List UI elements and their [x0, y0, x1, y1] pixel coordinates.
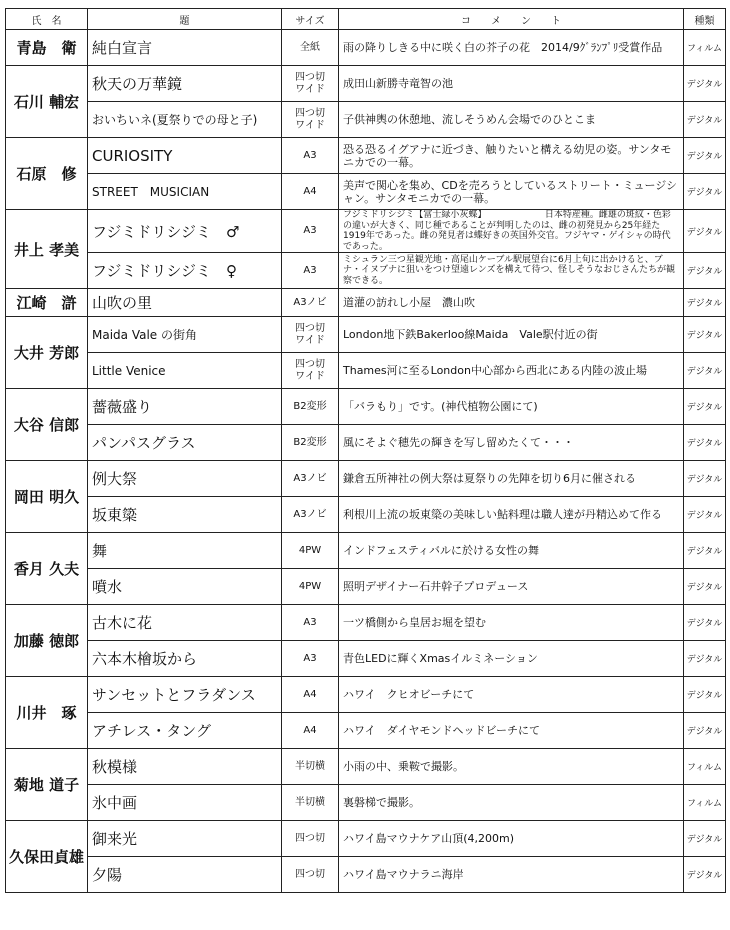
entrant-name: 加藤 徳郎 [6, 605, 88, 677]
entrant-name: 菊地 道子 [6, 749, 88, 821]
comment-cell: 照明デザイナー石井幹子プロデュース [339, 569, 684, 605]
work-title: Little Venice [88, 353, 282, 389]
work-title: 噴水 [88, 569, 282, 605]
media-kind: デジタル [684, 713, 726, 749]
work-title: フジミドリシジミ ♂ [88, 210, 282, 253]
comment-cell: ハワイ島マウナラニ海岸 [339, 857, 684, 893]
work-title: 御来光 [88, 821, 282, 857]
work-title: 氷中画 [88, 785, 282, 821]
print-size: 4PW [282, 533, 339, 569]
print-size: A3 [282, 641, 339, 677]
media-kind: デジタル [684, 66, 726, 102]
print-size: A3ノビ [282, 497, 339, 533]
comment-cell: ミシュラン三つ星観光地・高尾山ケーブル駅展望台に6月上旬に出かけると、ブナ・イヌブナに狙いをつけ望遠レンズを構えて待つ、怪しそうなおじさんたちが観察できる。 [339, 253, 684, 289]
comment-cell: ハワイ クヒオビーチにて [339, 677, 684, 713]
entrant-name: 井上 孝美 [6, 210, 88, 289]
table-row [6, 102, 726, 138]
entrant-name: 岡田 明久 [6, 461, 88, 533]
media-kind: デジタル [684, 569, 726, 605]
work-title: パンパスグラス [88, 425, 282, 461]
print-size: 四つ切 [282, 857, 339, 893]
header-title: 題 [88, 9, 282, 30]
media-kind: デジタル [684, 174, 726, 210]
entrant-name: 久保田貞雄 [6, 821, 88, 893]
print-size: A3 [282, 138, 339, 174]
entrant-name: 大谷 信郎 [6, 389, 88, 461]
media-kind: フィルム [684, 749, 726, 785]
table-row [6, 461, 726, 497]
entrant-name: 石原 修 [6, 138, 88, 210]
print-size: A4 [282, 713, 339, 749]
comment-cell: 一ツ橋側から皇居お堀を望む [339, 605, 684, 641]
table-row [6, 605, 726, 641]
work-title: Maida Vale の街角 [88, 317, 282, 353]
work-title: 古木に花 [88, 605, 282, 641]
print-size: A3ノビ [282, 461, 339, 497]
comment-cell: London地下鉄Bakerloo線Maida Vale駅付近の街 [339, 317, 684, 353]
media-kind: デジタル [684, 317, 726, 353]
media-kind: デジタル [684, 677, 726, 713]
header-comment: コ メ ン ト [339, 9, 684, 30]
table-row [6, 821, 726, 857]
comment-cell: インドフェスティバルに於ける女性の舞 [339, 533, 684, 569]
print-size: A4 [282, 174, 339, 210]
media-kind: デジタル [684, 289, 726, 317]
media-kind: フィルム [684, 30, 726, 66]
media-kind: デジタル [684, 353, 726, 389]
comment-cell: 小雨の中、乗鞍で撮影。 [339, 749, 684, 785]
media-kind: デジタル [684, 210, 726, 253]
print-size: B2変形 [282, 425, 339, 461]
entries-table [5, 8, 726, 893]
print-size: 半切横 [282, 749, 339, 785]
print-size: 四つ切 [282, 821, 339, 857]
table-row [6, 174, 726, 210]
print-size: 半切横 [282, 785, 339, 821]
comment-cell: 道灌の訪れし小屋 濃山吹 [339, 289, 684, 317]
comment-cell: 美声で関心を集め、CDを売ろうとしているストリート・ミュージシャン。サンタモニカでの一幕。 [339, 174, 684, 210]
entrant-name: 石川 輔宏 [6, 66, 88, 138]
table-body [6, 30, 726, 893]
media-kind: デジタル [684, 102, 726, 138]
table-row [6, 138, 726, 174]
work-title: 舞 [88, 533, 282, 569]
comment-cell: 裏磐梯で撮影。 [339, 785, 684, 821]
print-size: 四つ切 ワイド [282, 102, 339, 138]
table-row [6, 66, 726, 102]
work-title: 秋天の万華鏡 [88, 66, 282, 102]
comment-cell: ハワイ島マウナケア山頂(4,200m) [339, 821, 684, 857]
print-size: A3 [282, 253, 339, 289]
work-title: アチレス・タング [88, 713, 282, 749]
comment-cell: 風にそよぐ穂先の輝きを写し留めたくて・・・ [339, 425, 684, 461]
comment-cell: 鎌倉五所神社の例大祭は夏祭りの先陣を切り6月に催される [339, 461, 684, 497]
work-title: CURIOSITY [88, 138, 282, 174]
print-size: A3ノビ [282, 289, 339, 317]
work-title: サンセットとフラダンス [88, 677, 282, 713]
work-title: フジミドリシジミ ♀ [88, 253, 282, 289]
comment-cell: 子供神輿の休憩地、流しそうめん会場でのひとこま [339, 102, 684, 138]
table-row [6, 210, 726, 253]
header-size: サイズ [282, 9, 339, 30]
media-kind: デジタル [684, 497, 726, 533]
print-size: 全紙 [282, 30, 339, 66]
work-title: 夕陽 [88, 857, 282, 893]
media-kind: デジタル [684, 138, 726, 174]
table-row [6, 857, 726, 893]
work-title: 例大祭 [88, 461, 282, 497]
media-kind: デジタル [684, 253, 726, 289]
table-row [6, 641, 726, 677]
comment-cell: 青色LEDに輝くXmasイルミネーション [339, 641, 684, 677]
work-title: 山吹の里 [88, 289, 282, 317]
comment-cell: ハワイ ダイヤモンドヘッドビーチにて [339, 713, 684, 749]
table-row [6, 533, 726, 569]
media-kind: デジタル [684, 605, 726, 641]
header-kind: 種類 [684, 9, 726, 30]
entrant-name: 香月 久夫 [6, 533, 88, 605]
work-title: おいちいネ(夏祭りでの母と子) [88, 102, 282, 138]
table-row [6, 317, 726, 353]
media-kind: フィルム [684, 785, 726, 821]
comment-cell: 利根川上流の坂東簗の美味しい鮎料理は職人達が丹精込めて作る [339, 497, 684, 533]
media-kind: デジタル [684, 821, 726, 857]
work-title: 純白宣言 [88, 30, 282, 66]
table-row [6, 749, 726, 785]
work-title: 薔薇盛り [88, 389, 282, 425]
work-title: STREET MUSICIAN [88, 174, 282, 210]
comment-cell: 恐る恐るイグアナに近づき、触りたいと構える幼児の姿。サンタモニカでの一幕。 [339, 138, 684, 174]
comment-cell: 成田山新勝寺竜智の池 [339, 66, 684, 102]
comment-cell: 「バラもり」です。(神代植物公園にて) [339, 389, 684, 425]
header-name: 氏 名 [6, 9, 88, 30]
media-kind: デジタル [684, 857, 726, 893]
media-kind: デジタル [684, 461, 726, 497]
print-size: 四つ切 ワイド [282, 317, 339, 353]
comment-cell: フジミドリシジミ【富士緑小灰蝶】 日本特産種。雌雄の斑紋・色彩の違いが大きく、同じ種であることが判明したのは、雌の初発見から25年経た1919年であった。雌の発見者は蝶好きの英国外交官。フジヤマ・ゲイシャの時代であった。 [339, 210, 684, 253]
entrant-name: 青島 衛 [6, 30, 88, 66]
print-size: 4PW [282, 569, 339, 605]
media-kind: デジタル [684, 533, 726, 569]
media-kind: デジタル [684, 425, 726, 461]
comment-cell: 雨の降りしきる中に咲く白の芥子の花 2014/9ｸﾞﾗﾝﾌﾟﾘ受賞作品 [339, 30, 684, 66]
header-row [6, 9, 726, 30]
table-row [6, 785, 726, 821]
comment-cell: Thames河に至るLondon中心部から西北にある内陸の波止場 [339, 353, 684, 389]
table-row [6, 569, 726, 605]
table-row [6, 30, 726, 66]
work-title: 坂東簗 [88, 497, 282, 533]
table-row [6, 425, 726, 461]
print-size: B2変形 [282, 389, 339, 425]
table-row [6, 353, 726, 389]
table-row [6, 253, 726, 289]
print-size: A4 [282, 677, 339, 713]
media-kind: デジタル [684, 641, 726, 677]
entrant-name: 川井 琢 [6, 677, 88, 749]
table-row [6, 677, 726, 713]
print-size: 四つ切 ワイド [282, 353, 339, 389]
table-row [6, 713, 726, 749]
table-row [6, 497, 726, 533]
table-row [6, 289, 726, 317]
work-title: 秋模様 [88, 749, 282, 785]
entrant-name: 大井 芳郎 [6, 317, 88, 389]
work-title: 六本木檜坂から [88, 641, 282, 677]
entrant-name: 江崎 滸 [6, 289, 88, 317]
print-size: 四つ切 ワイド [282, 66, 339, 102]
media-kind: デジタル [684, 389, 726, 425]
table-row [6, 389, 726, 425]
print-size: A3 [282, 605, 339, 641]
print-size: A3 [282, 210, 339, 253]
